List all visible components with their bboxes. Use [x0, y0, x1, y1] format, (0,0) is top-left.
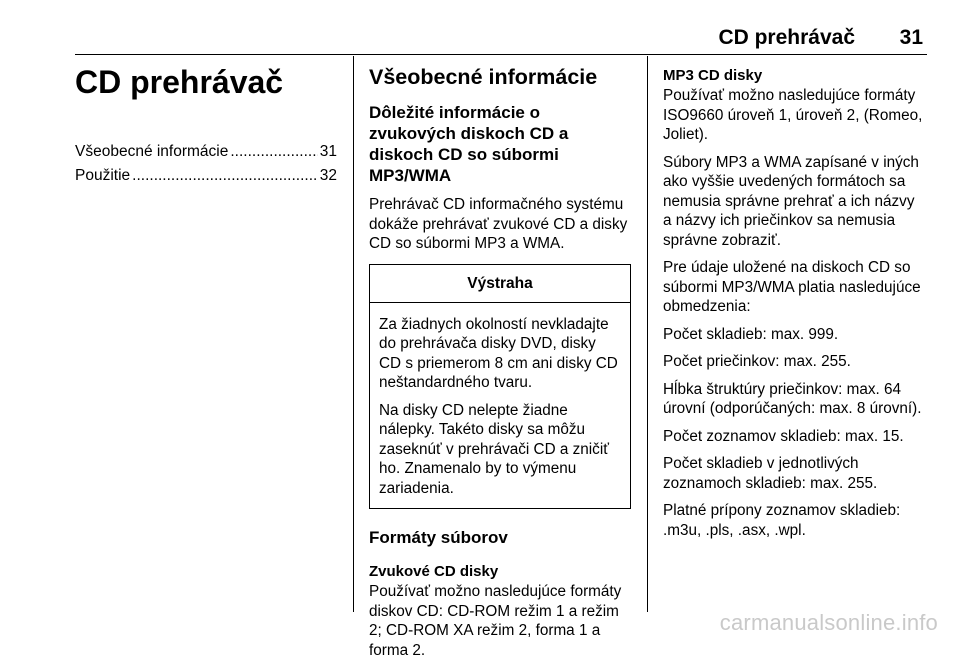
warning-paragraph: Za žiadnych okolností nevkladajte do prehrávača disky DVD, disky CD s priemerom 8 cm ani disky CD neštandardného tvaru.: [379, 315, 618, 391]
body-paragraph: Pre údaje uložené na diskoch CD so súbormi MP3/WMA platia nasledujúce obmedzenia:: [663, 259, 921, 315]
body-paragraph: Počet zoznamov skladieb: max. 15.: [663, 427, 904, 445]
column-middle: [369, 56, 631, 668]
warning-paragraph: Na disky CD nelepte žiadne nálepky. Takéto disky sa môžu zaseknúť v prehrávači CD a zničiť ho. Znamenalo by to výmenu zariadenia.: [379, 401, 609, 497]
body-paragraph: Používať možno nasledujúce formáty ISO9660 úroveň 1, úroveň 2, (Romeo, Joliet).: [663, 87, 923, 143]
audio-cd-title: Zvukové CD disky: [369, 563, 499, 580]
mp3-cd-title: MP3 CD disky: [663, 67, 763, 84]
intro-paragraph: Prehrávač CD informačného systému dokáže prehrávať zvukové CD a disky CD so súbormi MP3 a WMA.: [369, 196, 628, 252]
warning-title: Výstraha: [370, 265, 630, 303]
column-right: [663, 56, 927, 548]
body-paragraph: Počet priečinkov: max. 255.: [663, 353, 851, 370]
body-paragraph: Počet skladieb v jednotlivých zoznamoch skladieb: max. 255.: [663, 455, 878, 492]
warning-body: [370, 303, 630, 509]
audio-cd-paragraph: Používať možno nasledujúce formáty diskov CD: CD-ROM režim 1 a režim 2; CD-ROM XA režim 2, forma 1 a forma 2.: [369, 583, 622, 659]
page-number: 31: [899, 26, 923, 49]
warning-box: [369, 264, 631, 510]
toc-leader-dots: [230, 140, 317, 164]
toc-entry-label: Použitie: [75, 167, 131, 184]
table-of-contents: [75, 140, 337, 188]
body-paragraph: Počet skladieb: max. 999.: [663, 325, 839, 343]
body-paragraph: Súbory MP3 a WMA zapísané v iných ako vyššie uvedených formátoch sa nemusia správne prehrať a ich názvy a názvy ich priečinkov sa nemusia správne zobraziť.: [663, 153, 919, 249]
section-title: Všeobecné informácie: [369, 65, 598, 89]
running-title: CD prehrávač: [718, 26, 855, 49]
running-header: [75, 24, 927, 55]
toc-entry-page: 31: [319, 143, 337, 160]
toc-leader-dots: [132, 164, 318, 188]
subsection-title: Dôležité informácie o zvukových diskoch CD a diskoch CD so súbormi MP3/WMA: [369, 103, 569, 185]
column-left: [75, 56, 337, 188]
watermark: carmanualsonline.info: [719, 610, 938, 635]
toc-entry-page: 32: [319, 167, 337, 184]
column-divider: [353, 56, 354, 612]
toc-entry[interactable]: [75, 140, 337, 164]
formats-title: Formáty súborov: [369, 528, 508, 547]
column-divider: [647, 56, 648, 612]
body-paragraph: Platné prípony zoznamov skladieb: .m3u, .pls, .asx, .wpl.: [663, 502, 901, 539]
toc-entry[interactable]: [75, 164, 337, 188]
body-paragraph: Hĺbka štruktúry priečinkov: max. 64 úrovní (odporúčaných: max. 8 úrovní).: [663, 380, 922, 417]
toc-entry-label: Všeobecné informácie: [75, 143, 229, 160]
chapter-title: CD prehrávač: [75, 64, 284, 100]
